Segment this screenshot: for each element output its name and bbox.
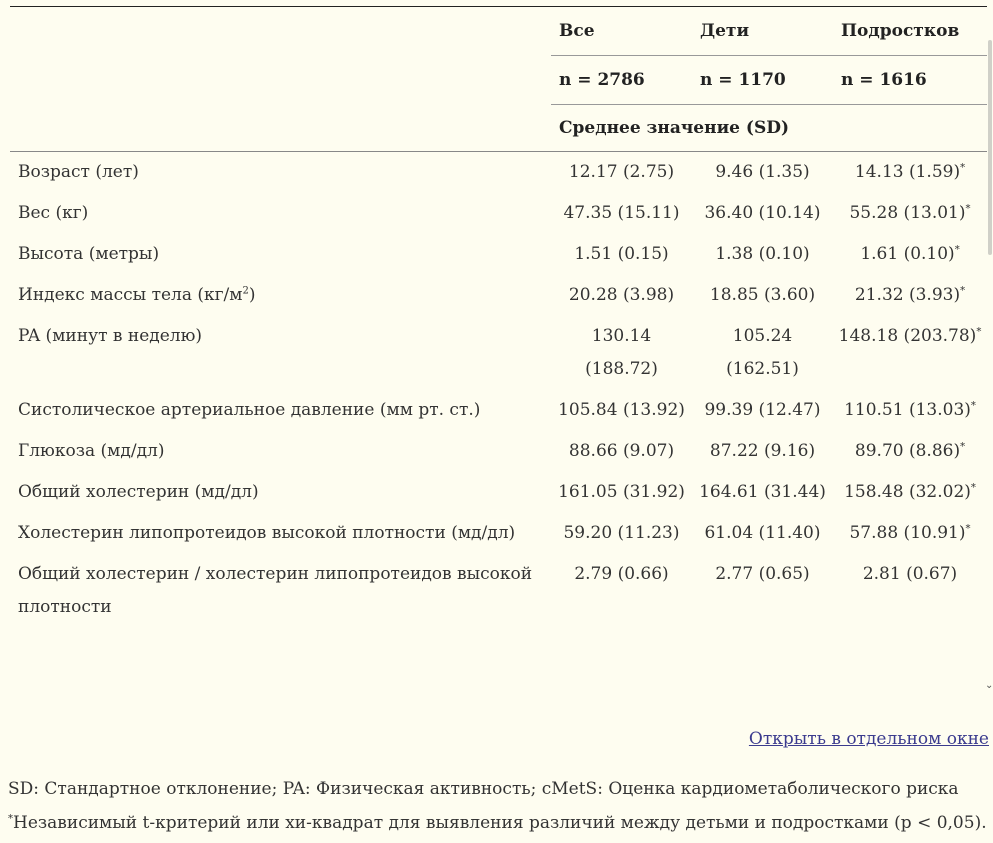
table-row: [10, 431, 987, 472]
significance-mark: *: [954, 244, 960, 256]
row-label: Холестерин липопротеидов высокой плотности (мд/дл): [18, 523, 516, 543]
header-n-children: n = 1170: [692, 56, 833, 105]
value-all: 1.51 (0.15): [574, 244, 669, 264]
value-teens: 55.28 (13.01)*: [849, 203, 971, 223]
header-n-teens: n = 1616: [833, 56, 987, 105]
scroll-down-icon[interactable]: ⌄: [985, 680, 993, 691]
header-row-groups: [10, 7, 987, 56]
table-row: [10, 390, 987, 431]
table-row: [10, 275, 987, 316]
row-label: PA (минут в неделю): [18, 326, 203, 346]
value-teens: 2.81 (0.67): [862, 564, 958, 584]
table-row: [10, 234, 987, 275]
value-all: 161.05 (31.92): [558, 482, 685, 502]
footnote-significance: [8, 813, 987, 833]
table-row: [10, 513, 987, 554]
header-teens: Подростков: [833, 7, 987, 56]
row-label: Общий холестерин (мд/дл): [18, 482, 259, 502]
header-mean-label: Среднее значение (SD): [551, 105, 987, 152]
data-table-container[interactable]: [10, 6, 987, 693]
header-all: Все: [551, 7, 692, 56]
value-all: 105.84 (13.92): [558, 400, 685, 420]
table-row: [10, 152, 987, 194]
value-all: 130.14 (188.72): [585, 326, 658, 379]
value-all: 20.28 (3.98): [568, 285, 675, 305]
value-teens: 110.51 (13.03)*: [844, 400, 976, 420]
row-label: Глюкоза (мд/дл): [18, 441, 165, 461]
value-children: 61.04 (11.40): [704, 523, 821, 543]
row-label: Индекс массы тела $(кг/м^2)$: [18, 285, 256, 305]
value-teens: 21.32 (3.93)*: [854, 285, 966, 305]
significance-mark: *: [960, 162, 966, 174]
value-teens: 158.48 (32.02)*: [844, 482, 976, 502]
table-row: [10, 193, 987, 234]
value-children: 2.77 (0.65): [715, 564, 810, 584]
header-n-all: n = 2786: [551, 56, 692, 105]
significance-mark: *: [960, 441, 966, 453]
value-all: 59.20 (11.23): [563, 523, 680, 543]
row-label: Вес (кг): [18, 203, 89, 223]
value-children: 87.22 (9.16): [709, 441, 816, 461]
value-children: 164.61 (31.44): [699, 482, 826, 502]
table-row: [10, 472, 987, 513]
value-children: 105.24 (162.51): [726, 326, 799, 379]
row-label: Возраст (лет): [18, 162, 139, 182]
data-table: [10, 7, 987, 628]
value-all: 88.66 (9.07): [568, 441, 675, 461]
value-children: 1.38 (0.10): [715, 244, 810, 264]
vertical-scrollbar[interactable]: [988, 40, 992, 255]
table-row: [10, 554, 987, 628]
row-label: Систолическое артериальное давление (мм рт. ст.): [18, 400, 481, 420]
significance-mark: *: [965, 523, 971, 535]
value-children: 9.46 (1.35): [715, 162, 810, 182]
header-blank: [10, 56, 551, 105]
value-teens: 14.13 (1.59)*: [854, 162, 966, 182]
open-in-new-window-link[interactable]: Открыть в отдельном окне: [748, 729, 989, 749]
significance-mark: *: [960, 285, 966, 297]
significance-mark: *: [965, 203, 971, 215]
value-children: 99.39 (12.47): [704, 400, 821, 420]
value-teens: 148.18 (203.78)*: [838, 326, 982, 346]
footnote-text: Независимый t-критерий или хи-квадрат для выявления различий между детьми и подростками (p < 0,05).: [13, 813, 987, 833]
value-all: 47.35 (15.11): [563, 203, 680, 223]
row-label: Общий холестерин / холестерин липопротеидов высокой плотности: [18, 564, 533, 617]
header-blank: [10, 7, 551, 56]
footnote-abbreviations: SD: Стандартное отклонение; PA: Физическая активность; cMetS: Оценка кардиометаболического риска: [8, 779, 959, 799]
value-all: 12.17 (2.75): [568, 162, 675, 182]
row-label: Высота (метры): [18, 244, 160, 264]
significance-mark: *: [976, 326, 982, 338]
value-teens: 57.88 (10.91)*: [849, 523, 971, 543]
value-all: 2.79 (0.66): [574, 564, 669, 584]
value-teens: 89.70 (8.86)*: [854, 441, 966, 461]
footnote-mark: *: [8, 813, 13, 825]
value-children: 36.40 (10.14): [704, 203, 821, 223]
header-row-n: [10, 56, 987, 105]
header-row-mean: [10, 105, 987, 152]
value-teens: 1.61 (0.10)*: [860, 244, 960, 264]
header-blank: [10, 105, 551, 152]
significance-mark: *: [970, 482, 976, 494]
significance-mark: *: [970, 400, 976, 412]
table-row: [10, 316, 987, 390]
header-children: Дети: [692, 7, 833, 56]
value-children: 18.85 (3.60): [709, 285, 816, 305]
